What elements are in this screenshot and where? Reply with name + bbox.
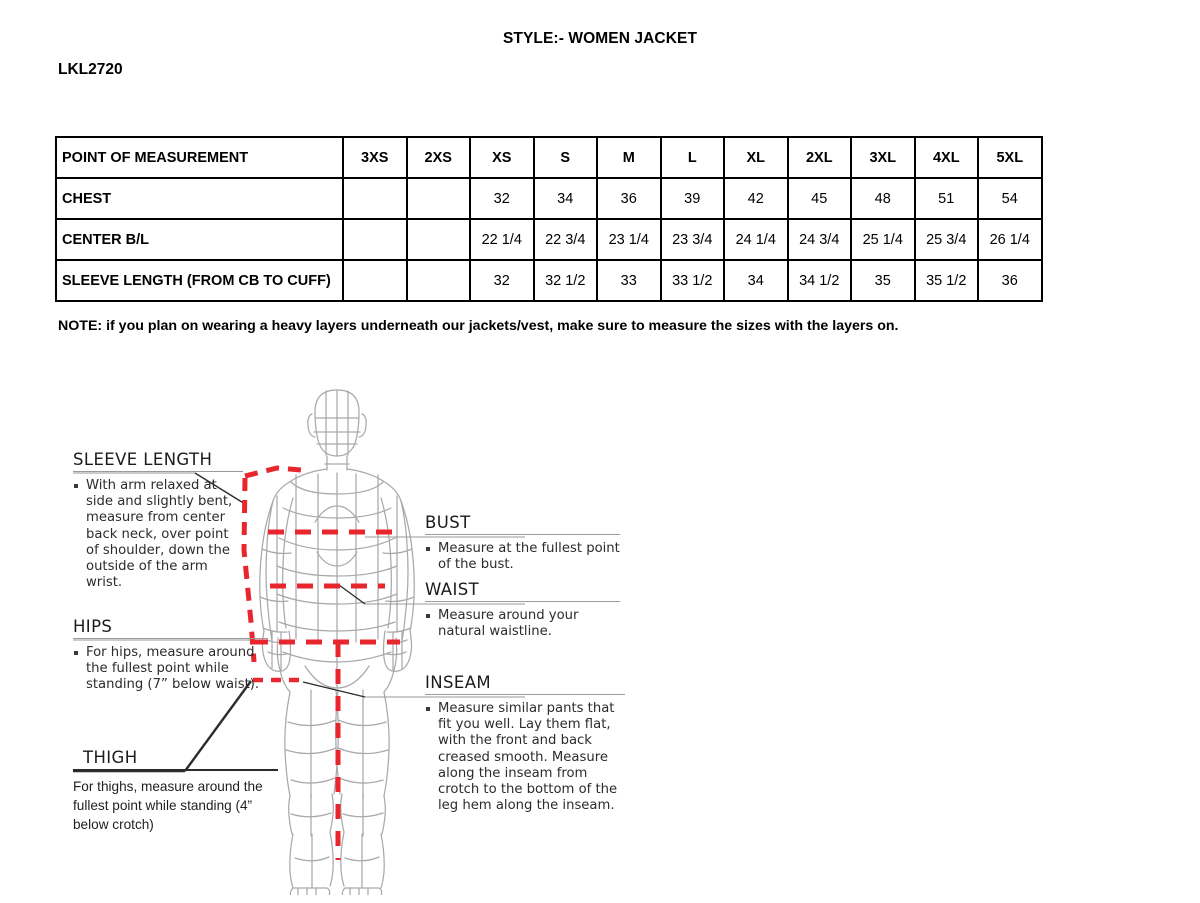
annotation-waist bbox=[425, 580, 620, 640]
table-cell: 32 bbox=[470, 260, 534, 301]
annotation-body-text: Measure around your natural waistline. bbox=[438, 608, 579, 640]
table-cell: 35 1/2 bbox=[915, 260, 979, 301]
annotation-body-thigh: For thighs, measure around the fullest point while standing (4” below crotch) bbox=[73, 779, 263, 832]
table-cell: 32 1/2 bbox=[534, 260, 598, 301]
annotation-body-sleeve-length bbox=[73, 478, 243, 591]
table-cell: 54 bbox=[978, 178, 1042, 219]
table-cell: 23 3/4 bbox=[661, 219, 725, 260]
bullet-icon bbox=[74, 651, 78, 655]
column-header-point-of-measurement: POINT OF MEASUREMENT bbox=[56, 137, 343, 178]
annotation-body-text: With arm relaxed at side and slightly bent, measure from center back neck, over point of shoulder, down the outside of the arm wrist. bbox=[86, 478, 233, 591]
table-cell bbox=[343, 219, 407, 260]
table-row bbox=[56, 178, 1042, 219]
style-code: LKL2720 bbox=[58, 61, 123, 78]
table-cell: 33 1/2 bbox=[661, 260, 725, 301]
annotation-divider bbox=[73, 769, 278, 771]
column-header-size: 5XL bbox=[978, 137, 1042, 178]
table-cell: 36 bbox=[978, 260, 1042, 301]
table-header-row bbox=[56, 137, 1042, 178]
table-cell: 26 1/4 bbox=[978, 219, 1042, 260]
table-cell: 39 bbox=[661, 178, 725, 219]
column-header-size: XS bbox=[470, 137, 534, 178]
bullet-icon bbox=[426, 547, 430, 551]
table-cell: 34 bbox=[724, 260, 788, 301]
annotation-title-bust: BUST bbox=[425, 513, 471, 532]
column-header-size: S bbox=[534, 137, 598, 178]
annotation-body-text: Measure at the fullest point of the bust. bbox=[438, 541, 620, 573]
table-cell bbox=[407, 178, 471, 219]
table-cell: 51 bbox=[915, 178, 979, 219]
table-cell: 25 1/4 bbox=[851, 219, 915, 260]
column-header-size: XL bbox=[724, 137, 788, 178]
column-header-size: 3XL bbox=[851, 137, 915, 178]
table-cell: 48 bbox=[851, 178, 915, 219]
table-cell: 45 bbox=[788, 178, 852, 219]
annotation-body-waist bbox=[425, 608, 620, 640]
annotation-body-text: Measure similar pants that fit you well. Lay them flat, with the front and back creased smooth. Measure along the inseam from crotch to the bottom of the leg hem along the inseam. bbox=[438, 701, 618, 814]
table-cell: 32 bbox=[470, 178, 534, 219]
table-cell: 35 bbox=[851, 260, 915, 301]
bullet-icon bbox=[426, 707, 430, 711]
column-header-size: 3XS bbox=[343, 137, 407, 178]
bullet-icon bbox=[74, 484, 78, 488]
annotation-title-hips: HIPS bbox=[73, 617, 113, 636]
table-cell: 34 bbox=[534, 178, 598, 219]
page-title: STYLE:- WOMEN JACKET bbox=[502, 30, 698, 47]
table-cell: 24 1/4 bbox=[724, 219, 788, 260]
measurement-diagram bbox=[55, 370, 695, 895]
annotation-title-thigh: THIGH bbox=[83, 748, 138, 767]
table-cell: 24 3/4 bbox=[788, 219, 852, 260]
annotation-title-waist: WAIST bbox=[425, 580, 480, 599]
annotation-divider bbox=[73, 638, 268, 639]
column-header-size: M bbox=[597, 137, 661, 178]
row-label: CHEST bbox=[56, 178, 343, 219]
column-header-size: 4XL bbox=[915, 137, 979, 178]
row-label: CENTER B/L bbox=[56, 219, 343, 260]
annotation-title-inseam: INSEAM bbox=[425, 673, 492, 692]
table-cell: 36 bbox=[597, 178, 661, 219]
annotation-divider bbox=[425, 601, 620, 602]
column-header-size: 2XS bbox=[407, 137, 471, 178]
table-cell bbox=[407, 260, 471, 301]
table-cell: 33 bbox=[597, 260, 661, 301]
table-cell: 34 1/2 bbox=[788, 260, 852, 301]
annotation-inseam bbox=[425, 673, 625, 814]
sleeve-shoulder-line bbox=[245, 468, 301, 476]
table-cell: 25 3/4 bbox=[915, 219, 979, 260]
table-cell bbox=[407, 219, 471, 260]
table-row bbox=[56, 260, 1042, 301]
annotation-divider bbox=[425, 534, 620, 535]
table-cell: 42 bbox=[724, 178, 788, 219]
table-row bbox=[56, 219, 1042, 260]
annotation-divider bbox=[425, 694, 625, 695]
table-cell: 22 1/4 bbox=[470, 219, 534, 260]
row-label: SLEEVE LENGTH (FROM CB TO CUFF) bbox=[56, 260, 343, 301]
annotation-divider bbox=[73, 471, 243, 472]
size-chart-table-container bbox=[55, 136, 1032, 302]
annotation-bust bbox=[425, 513, 620, 573]
note-text: NOTE: if you plan on wearing a heavy layers underneath our jackets/vest, make sure to measure the sizes with the layers on. bbox=[58, 318, 899, 334]
table-cell: 23 1/4 bbox=[597, 219, 661, 260]
annotation-body-hips bbox=[73, 645, 268, 694]
annotation-sleeve-length bbox=[73, 450, 243, 591]
column-header-size: L bbox=[661, 137, 725, 178]
table-cell bbox=[343, 178, 407, 219]
annotation-hips bbox=[73, 617, 268, 694]
annotation-body-inseam bbox=[425, 701, 625, 814]
bullet-icon bbox=[426, 614, 430, 618]
annotation-body-text: For hips, measure around the fullest point while standing (7” below waist). bbox=[86, 645, 260, 693]
annotation-body-bust bbox=[425, 541, 620, 573]
annotation-thigh bbox=[73, 748, 278, 834]
annotation-title-sleeve-length: SLEEVE LENGTH bbox=[73, 450, 213, 469]
size-chart-table bbox=[55, 136, 1043, 302]
table-cell bbox=[343, 260, 407, 301]
table-cell: 22 3/4 bbox=[534, 219, 598, 260]
column-header-size: 2XL bbox=[788, 137, 852, 178]
